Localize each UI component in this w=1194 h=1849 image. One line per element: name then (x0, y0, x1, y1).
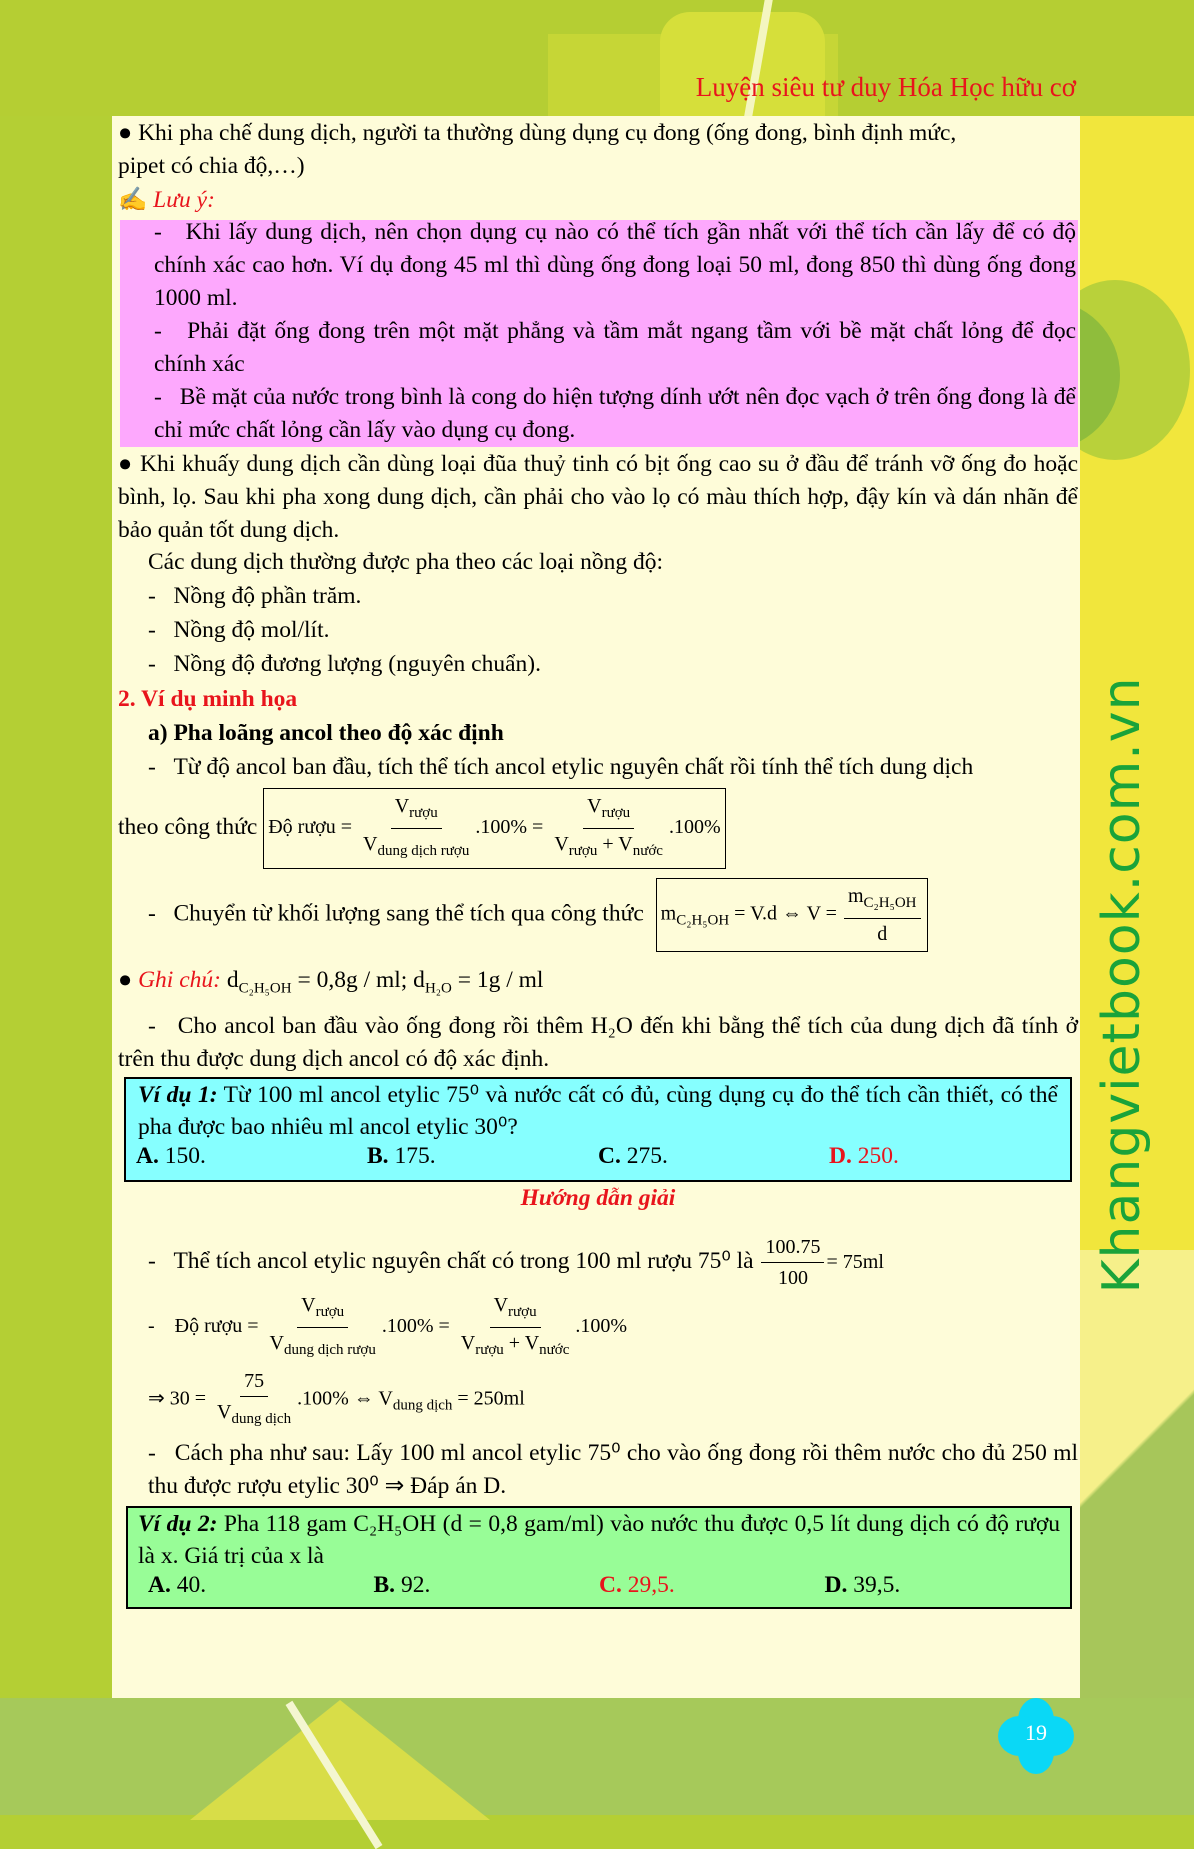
page-number: 19 (1025, 1720, 1047, 1745)
website-watermark: Khangvietbook.com.vn (1092, 676, 1152, 1294)
pen-icon: ✍ (118, 187, 148, 213)
footer-decoration (190, 1700, 490, 1820)
option-d-correct: D. 250. (829, 1143, 899, 1169)
option-b: B. 92. (373, 1572, 431, 1598)
side-decoration (1080, 1250, 1194, 1698)
example-2-question: Ví dụ 2: Pha 118 gam C₂H₅OH (d = 0,8 gam/ml) vào nước thu được 0,5 lít dung dịch có độ rượu là x. Giá trị của x là (138, 1511, 1060, 1569)
note-item: - Khi lấy dung dịch, nên chọn dụng cụ nào có thể tích gần nhất với thể tích cần lấy để có độ chính xác cao hơn. Ví dụ đong 45 ml thì dùng ống đong loại 50 ml, đong 850 thì dùng ống đong 1000 ml. (154, 219, 1077, 311)
alcohol-degree-formula: Độ rượu = $\frac{V_{rượu}}{V_{dung dịch rượu}}$ .100% = $\frac{V_{rượu}}{V_{rượu} + V_{nước}}$ .100% (263, 788, 725, 869)
mass-volume-formula: $m_{C_2H_5OH} = V.d$ ⇔ V = $\frac{m_{C_2H_5OH}}{d}$ (656, 878, 928, 952)
subsection-heading: a) Pha loãng ancol theo độ xác định (148, 720, 504, 746)
note-heading: ✍ Lưu ý: (118, 187, 215, 213)
concentration-item: - Nồng độ mol/lít. (148, 617, 330, 643)
option-d: D. 39,5. (824, 1572, 901, 1598)
step-text-cont: theo công thức (118, 813, 258, 840)
step-text: - Cho ancol ban đầu vào ống đong rồi thêm H₂O đến khi bằng thể tích của dung dịch đã tính ở trên thu được dung dịch ancol có độ xác định. (118, 1013, 1078, 1072)
example-2-box (126, 1506, 1072, 1609)
example-1-box (124, 1077, 1072, 1182)
option-a: A. 40. (148, 1572, 207, 1598)
bullet-measuring-cont: pipet có chia độ,…) (118, 153, 305, 179)
example-2-options (128, 1572, 1070, 1599)
example-1-options (126, 1143, 1070, 1170)
solution-heading: Hướng dẫn giải (520, 1185, 676, 1211)
formula-row (118, 788, 1078, 869)
option-b: B. 175. (367, 1143, 436, 1169)
note-item: - Phải đặt ống đong trên một mặt phẳng và tầm mắt ngang tầm với bề mặt chất lỏng để đọc chính xác (154, 318, 1077, 377)
solution-step: - Cách pha như sau: Lấy 100 ml ancol etylic 75⁰ cho vào ống đong rồi thêm nước cho đủ 250 ml thu được rượu etylic 30⁰ ⇒ Đáp án D. (148, 1440, 1079, 1499)
option-a: A. 150. (136, 1143, 206, 1169)
solution-result: ⇒ 30 = $\frac{75}{V_{dung dịch}}$ .100% ⇔ $V_{dung dịch} = 250ml$ (148, 1366, 1108, 1434)
option-c: C. 275. (598, 1143, 668, 1169)
book-title: Luyện siêu tư duy Hóa Học hữu cơ (695, 72, 1076, 102)
solution-step: - Thể tích ancol etylic nguyên chất có trong 100 ml rượu 75⁰ là $\frac{100.75}{100}$ = 75ml (118, 1232, 1078, 1293)
bullet-measuring: ● Khi pha chế dung dịch, người ta thường dùng dụng cụ đong (ống đong, bình định mức, (118, 120, 957, 146)
example-1-question: Ví dụ 1: Từ 100 ml ancol etylic 75⁰ và nước cất có đủ, cùng dụng cụ đo thể tích cần thiết, có thể pha được bao nhiêu ml ancol etylic 30⁰? (138, 1082, 1058, 1140)
bullet-stirring: ● Khi khuấy dung dịch cần dùng loại đũa thuỷ tinh có bịt ống cao su ở đầu để tránh vỡ ống đo hoặc bình, lọ. Sau khi pha xong dung dịch, cần phải cho vào lọ có màu thích hợp, đậy kín và dán nhãn để bảo quản tốt dung dịch. (118, 451, 1078, 543)
concentration-item: - Nồng độ phần trăm. (148, 583, 362, 609)
step-text: - Từ độ ancol ban đầu, tích thể tích ancol etylic nguyên chất rồi tính thể tích dung dịch (148, 754, 974, 780)
solution-formula: - Độ rượu = $\frac{V_{rượu}}{V_{dung dịch rượu}}$ .100% = $\frac{V_{rượu}}{V_{rượu} + V_{nước}}$ .100% (118, 1290, 1078, 1365)
note-item: - Bề mặt của nước trong bình là cong do hiện tượng dính ướt nên đọc vạch ở trên ống đong là để chỉ mức chất lỏng cần lấy vào dụng cụ đong. (154, 384, 1076, 443)
section-heading: 2. Ví dụ minh họa (118, 686, 298, 712)
formula-row: - Chuyển từ khối lượng sang thể tích qua công thức $m_{C_2H_5OH} = V.d$ ⇔ V = $\frac{m_{C_2H_5OH}}{d}$ (118, 878, 1078, 952)
option-c-correct: C. 29,5. (599, 1572, 675, 1598)
concentration-item: - Nồng độ đương lượng (nguyên chuẩn). (148, 651, 541, 677)
concentration-intro: Các dung dịch thường được pha theo các loại nồng độ: (148, 549, 663, 575)
density-note: ● Ghi chú: $d_{C_2H_5OH} = 0,8g$ / ml; $d_{H_2O} = 1g$ / ml (118, 967, 544, 997)
